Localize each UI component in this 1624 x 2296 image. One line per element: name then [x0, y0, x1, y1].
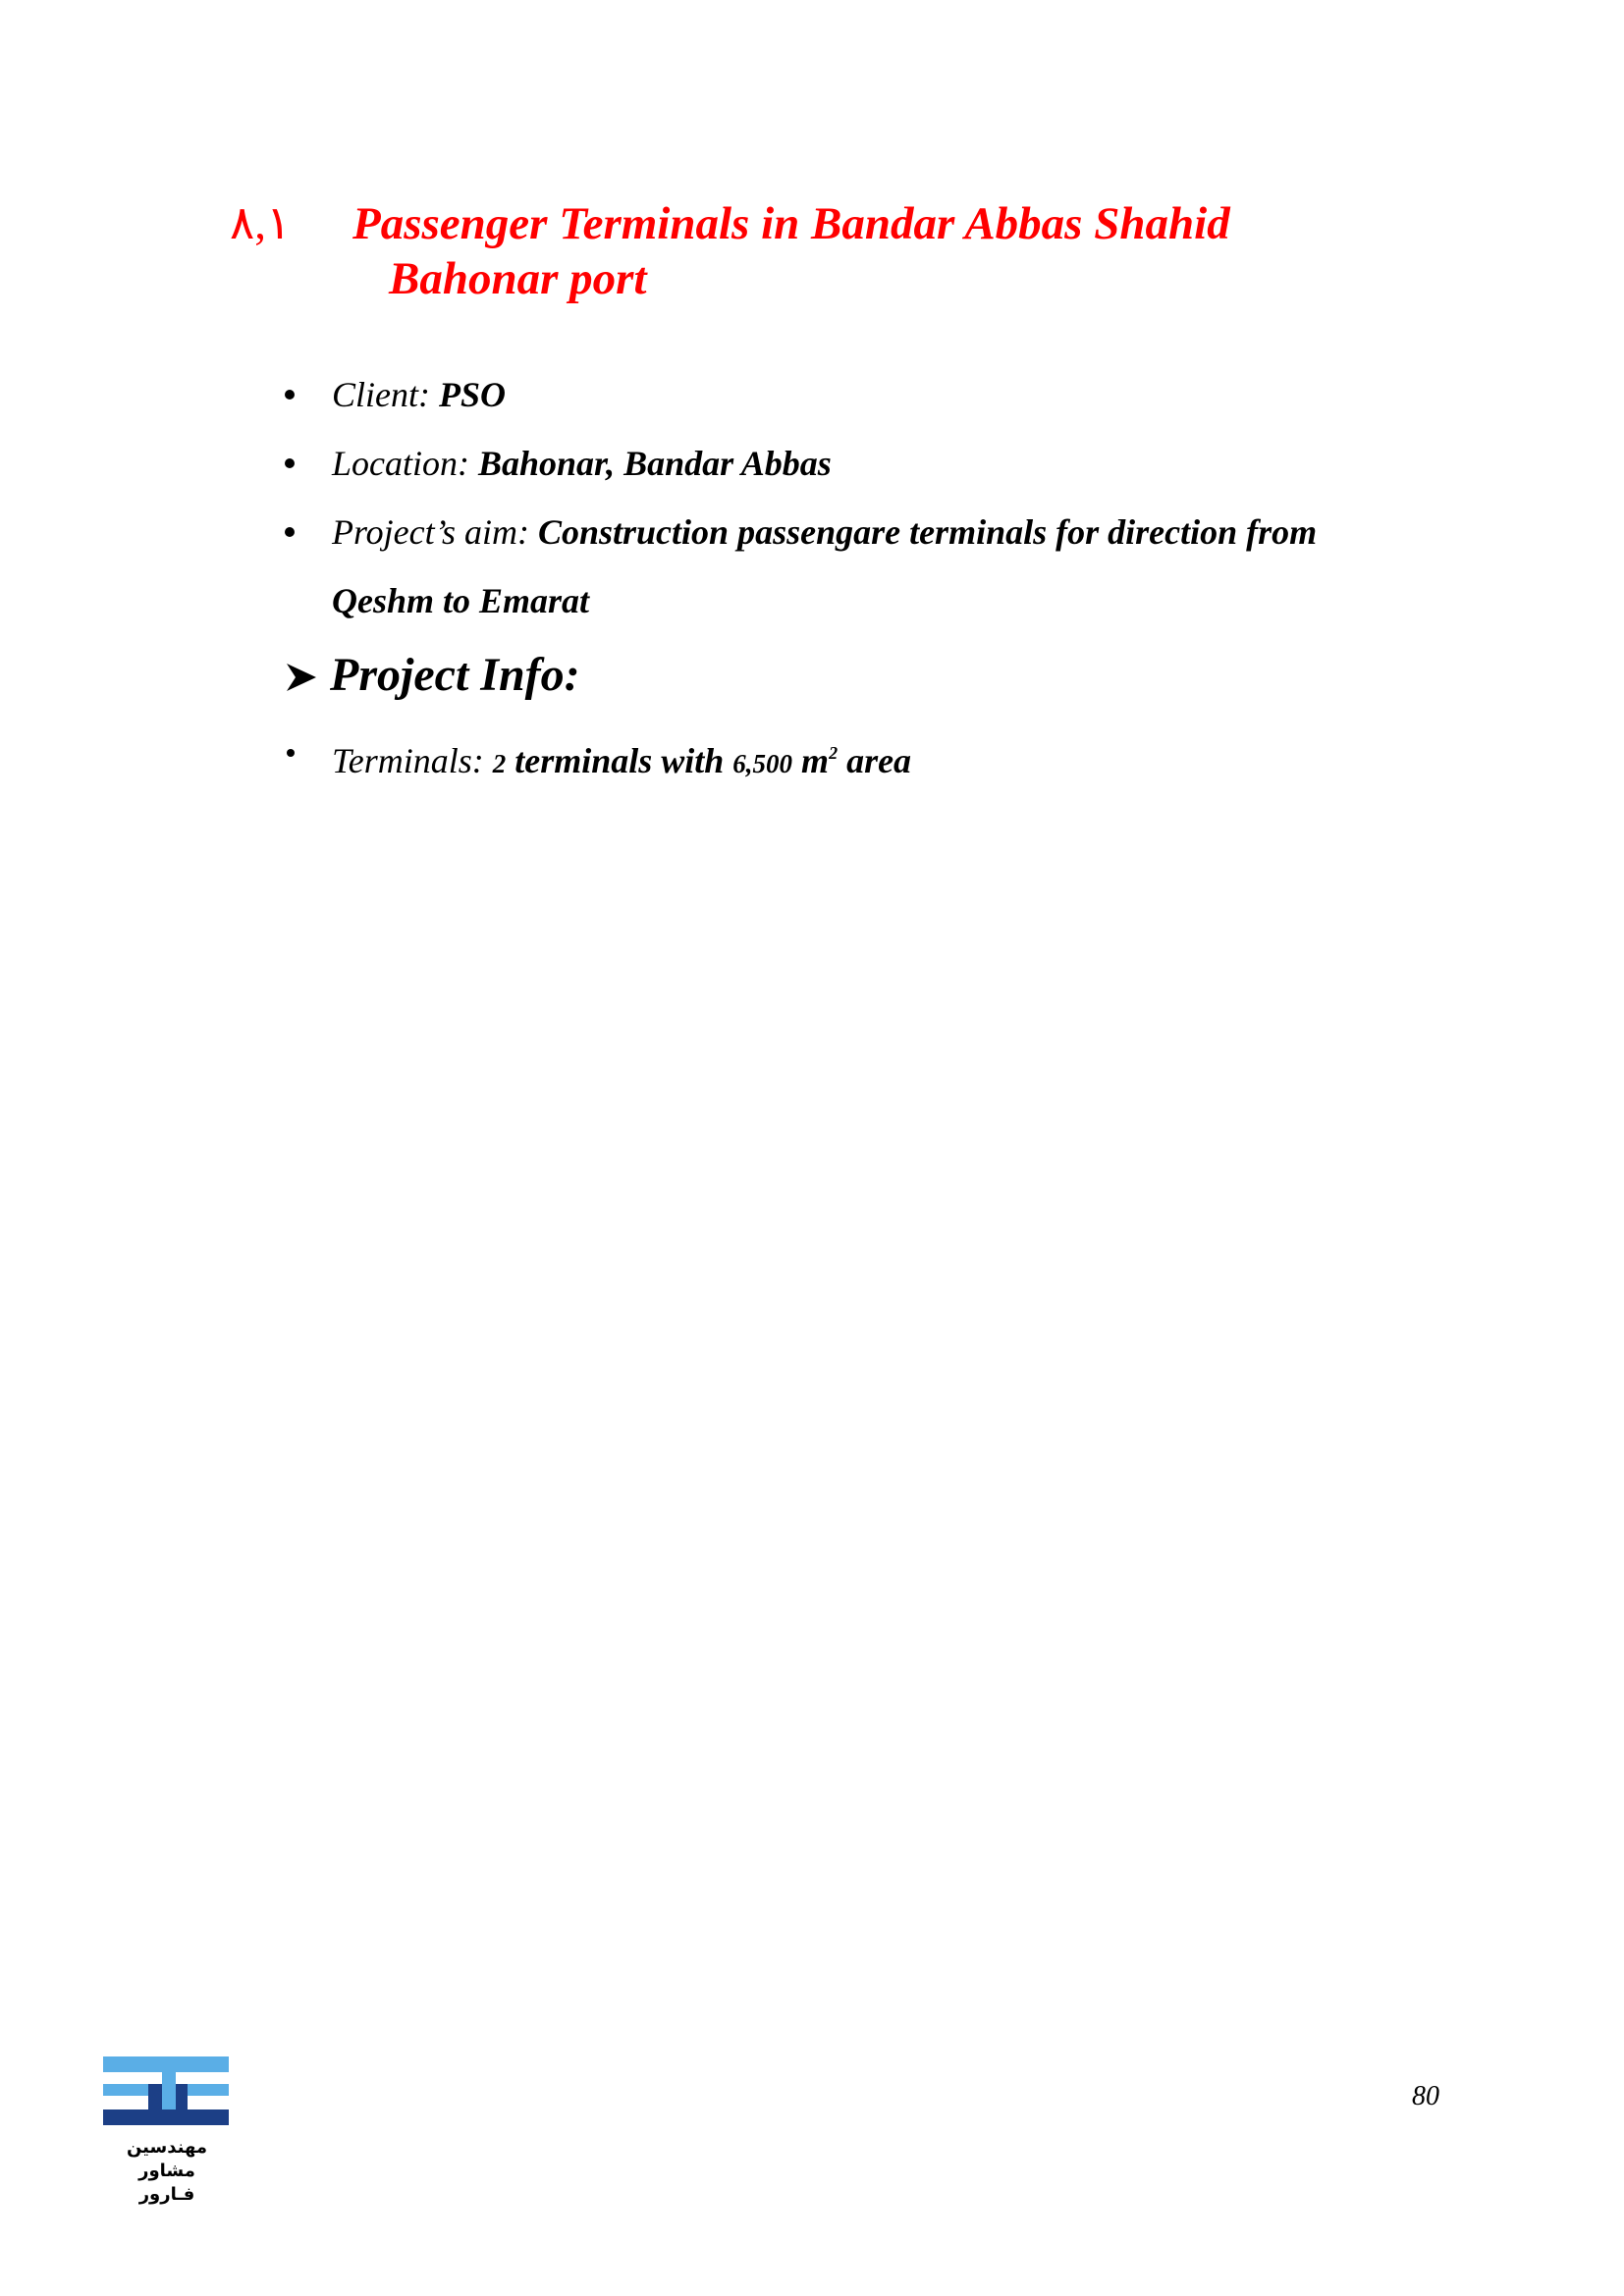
- terminals-text1: terminals with: [506, 741, 733, 780]
- section-title-line1: Passenger Terminals in Bandar Abbas Shahid: [352, 198, 1230, 249]
- terminals-area: 6,500: [732, 749, 793, 778]
- section-number: ٨,١: [230, 198, 292, 249]
- logo-caption-line1: مهندسین مشاور: [126, 2137, 208, 2181]
- client-value: PSO: [438, 375, 506, 414]
- logo-caption-line2: فـارور: [138, 2184, 195, 2205]
- aim-label: Project’s aim:: [332, 512, 538, 552]
- aim-value-continuation: Qeshm to Emarat: [332, 581, 590, 620]
- page-number: 80: [1412, 2081, 1439, 2111]
- terminals-label: Terminals:: [332, 741, 493, 780]
- bullet-icon: [285, 458, 295, 468]
- bullet-icon: [285, 390, 295, 400]
- logo-caption: [98, 2136, 236, 2207]
- project-info-heading-text: Project Info:: [330, 649, 580, 701]
- project-info-heading: [285, 648, 580, 703]
- bullet-icon: [287, 749, 295, 757]
- section-title-line2: Bahonar port: [389, 253, 647, 304]
- terminals-unit: m: [792, 741, 830, 780]
- terminals-count: 2: [492, 749, 507, 778]
- location-value: Bahonar, Bandar Abbas: [478, 444, 832, 483]
- terminals-unit-sup: 2: [829, 743, 839, 763]
- aim-value: Construction passengare terminals for direction from: [537, 512, 1318, 552]
- bullet-icon: [285, 527, 295, 537]
- terminals-text2: area: [838, 741, 912, 780]
- client-label: Client:: [332, 375, 439, 414]
- location-label: Location:: [332, 444, 478, 483]
- arrow-bullet-icon: [285, 648, 318, 703]
